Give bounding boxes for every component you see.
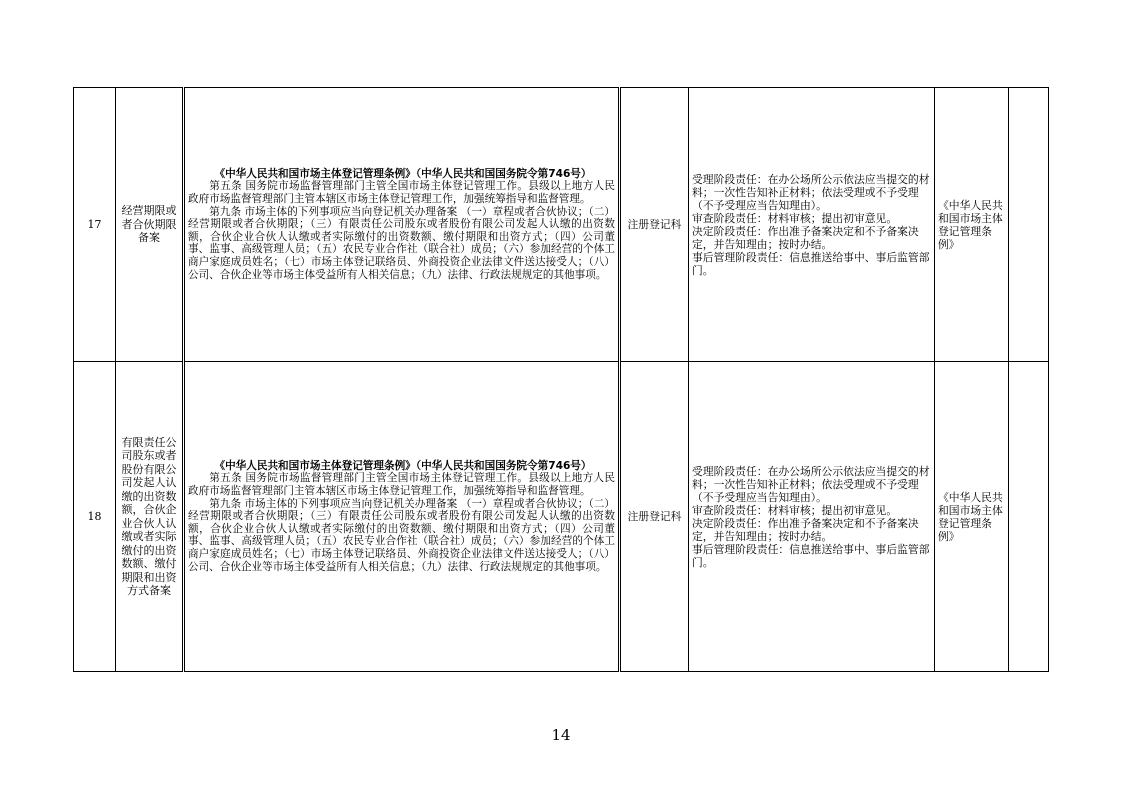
basis-title: 《中华人民共和国市场主体登记管理条例》（中华人民共和国国务院令第746号） (214, 459, 592, 472)
legal-basis-cell (184, 88, 620, 362)
legal-basis-cell (184, 362, 620, 672)
table-row (74, 88, 1049, 362)
responsibility-item: 决定阶段责任：作出准予备案决定和不予备案决定，并告知理由；按时办结。 (692, 516, 919, 543)
responsibility-item: 决定阶段责任：作出准予备案决定和不予备案决定，并告知理由；按时办结。 (692, 224, 919, 251)
item-name: 经营期限或者合伙期限备案 (116, 88, 184, 362)
basis-title: 《中华人民共和国市场主体登记管理条例》（中华人民共和国国务院令第746号） (214, 167, 592, 180)
basis-paragraph: 第五条 国务院市场监督管理部门主管全国市场主体登记管理工作。县级以上地方人民政府市场监督管理部门主管本辖区市场主体登记管理工作，加强统筹指导和监督管理。 (188, 180, 615, 206)
basis-paragraph: 第九条 市场主体的下列事项应当向登记机关办理备案 （一）章程或者合伙协议；（二）经营期限或者合伙期限；（三）有限责任公司股东或者股份有限公司发起人认缴的出资数额，合伙企业合伙人认缴或者实际缴付的出资数额、缴付期限和出资方式；（四）公司董事、监事、高级管理人员；（五）农民专业合作社（联合社）成员；（六）参加经营的个体工商户家庭成员姓名；（七）市场主体登记联络员、外商投资企业法律文件送达接受人；（八）公司、合伙企业等市场主体受益所有人相关信息；（九）法律、行政法规规定的其他事项。 (188, 205, 615, 281)
page-number: 14 (551, 726, 571, 744)
table-row (74, 362, 1049, 672)
responsibility-item: 受理阶段责任：在办公场所公示依法应当提交的材料；一次性告知补正材料；依法受理或不予受理（不予受理应当告知理由）。 (692, 464, 930, 504)
responsibility-item: 事后管理阶段责任：信息推送给事中、事后监管部门。 (692, 250, 930, 277)
row-index: 18 (74, 362, 116, 672)
department: 注册登记科 (620, 88, 689, 362)
remarks-cell (1009, 362, 1049, 672)
remarks-cell (1009, 88, 1049, 362)
row-index: 17 (74, 88, 116, 362)
responsibility-item: 事后管理阶段责任：信息推送给事中、事后监管部门。 (692, 542, 930, 569)
responsibility-item: 审查阶段责任：材料审核；提出初审意见。 (692, 211, 898, 225)
responsibility-item: 受理阶段责任：在办公场所公示依法应当提交的材料；一次性告知补正材料；依法受理或不予受理（不予受理应当告知理由）。 (692, 172, 930, 212)
basis-paragraph: 第五条 国务院市场监督管理部门主管全国市场主体登记管理工作。县级以上地方人民政府市场监督管理部门主管本辖区市场主体登记管理工作，加强统筹指导和监督管理。 (188, 472, 615, 498)
item-name: 有限责任公司股东或者股份有限公司发起人认缴的出资数额，合伙企业合伙人认缴或者实际缴付的出资数额、缴付期限和出资方式备案 (116, 362, 184, 672)
basis-reference: 《中华人民共和国市场主体登记管理条例》 (935, 88, 1009, 362)
responsibility-table (73, 87, 1049, 672)
department: 注册登记科 (620, 362, 689, 672)
responsibility-cell (689, 88, 935, 362)
basis-paragraph: 第九条 市场主体的下列事项应当向登记机关办理备案 （一）章程或者合伙协议；（二）经营期限或者合伙期限；（三）有限责任公司股东或者股份有限公司发起人认缴的出资数额，合伙企业合伙人认缴或者实际缴付的出资数额、缴付期限和出资方式；（四）公司董事、监事、高级管理人员；（五）农民专业合作社（联合社）成员；（六）参加经营的个体工商户家庭成员姓名；（七）市场主体登记联络员、外商投资企业法律文件送达接受人；（八）公司、合伙企业等市场主体受益所有人相关信息；（九）法律、行政法规规定的其他事项。 (188, 497, 615, 573)
basis-reference: 《中华人民共和国市场主体登记管理条例》 (935, 362, 1009, 672)
responsibility-item: 审查阶段责任：材料审核；提出初审意见。 (692, 503, 898, 517)
responsibility-cell (689, 362, 935, 672)
